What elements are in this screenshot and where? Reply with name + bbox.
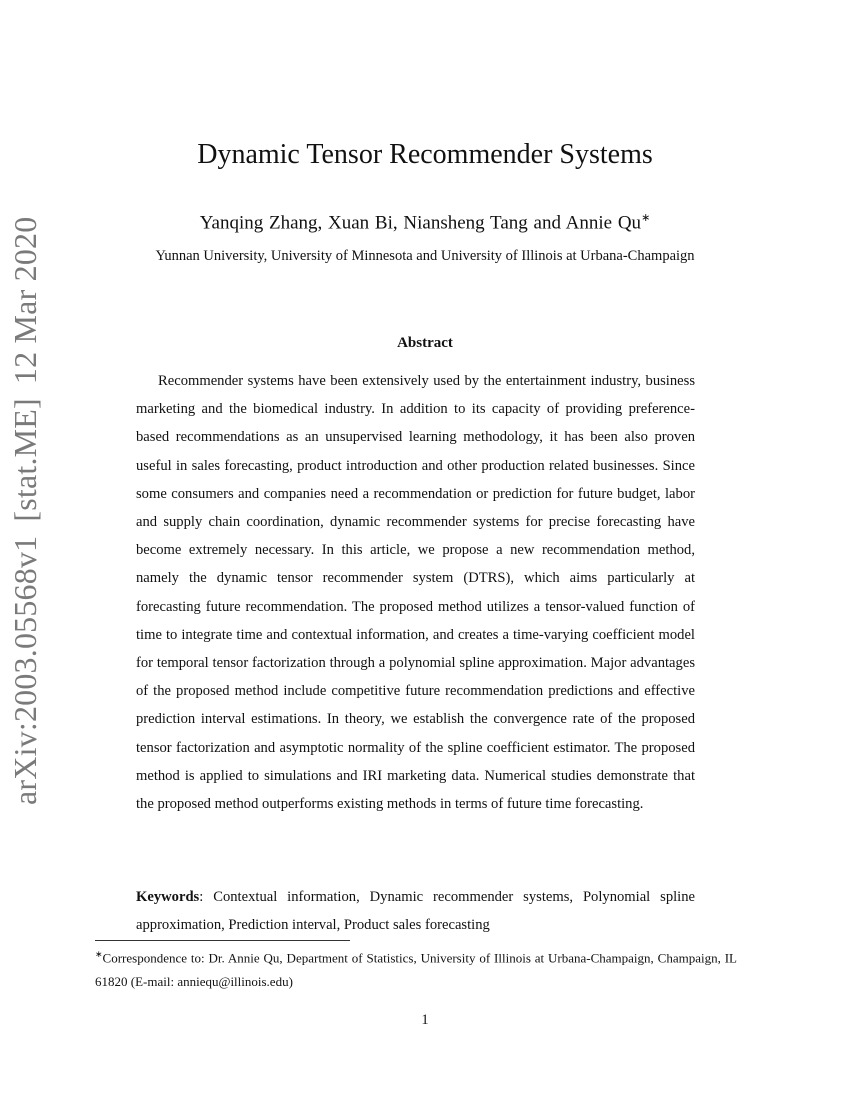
abstract-text: Recommender systems have been extensively used by the entertainment industry, business marketing and the biomedical industry. In addition to its capacity of providing preference-based recommendations as an unsupervised learning methodology, it has been also proven useful in sales forecasting, product introduction and other production related businesses. Since some consumers and companies need a recommendation or prediction for future budget, labor and supply chain coordination, dynamic recommender systems for precise forecasting have become extremely necessary. In this article, we propose a new recommendation method, namely the dynamic tensor recommender system (DTRS), which aims particularly at forecasting future recommendation. The proposed method utilizes a tensor-valued function of time to integrate time and contextual information, and creates a time-varying coefficient model for temporal tensor factorization through a polynomial spline approximation. Major advantages of the proposed method include competitive future recommendation predictions and effective prediction interval estimations. In theory, we establish the convergence rate of the proposed tensor factorization and asymptotic normality of the spline coefficient estimator. The proposed method is applied to simulations and IRI marketing data. Numerical studies demonstrate that the proposed method outperforms existing methods in terms of future time forecasting. xyxy=(136,373,695,813)
author-footnote-marker: ∗ xyxy=(641,212,651,224)
keywords-section xyxy=(136,883,695,939)
keywords-text: Contextual information, Dynamic recommender systems, Polynomial spline approximation, Prediction interval, Product sales forecasting xyxy=(136,889,696,934)
affiliations: Yunnan University, University of Minnesota and University of Illinois at Urbana-Champaign xyxy=(155,248,695,264)
footnote-marker: ∗ xyxy=(95,949,103,959)
author-list xyxy=(0,205,850,236)
keywords-label: Keywords xyxy=(136,889,200,905)
keywords-separator: : xyxy=(199,889,204,905)
paper-title: Dynamic Tensor Recommender Systems xyxy=(197,139,653,170)
abstract-heading: Abstract xyxy=(397,335,453,351)
footnote-divider xyxy=(95,940,350,941)
page-number: 1 xyxy=(421,1012,429,1028)
arxiv-identifier-stamp xyxy=(2,216,48,805)
arxiv-category: [stat.ME] xyxy=(7,398,43,522)
correspondence-footnote xyxy=(95,942,737,994)
author-names: Yanqing Zhang, Xuan Bi, Niansheng Tang and Annie Qu xyxy=(199,212,642,234)
arxiv-id: arXiv:2003.05568v1 xyxy=(7,535,43,805)
footnote-text: Correspondence to: Dr. Annie Qu, Department of Statistics, University of Illinois at Urbana-Champaign, Champaign, IL 61820 (E-mail: anniequ@illinois.edu) xyxy=(95,950,737,990)
arxiv-date: 12 Mar 2020 xyxy=(7,216,43,385)
